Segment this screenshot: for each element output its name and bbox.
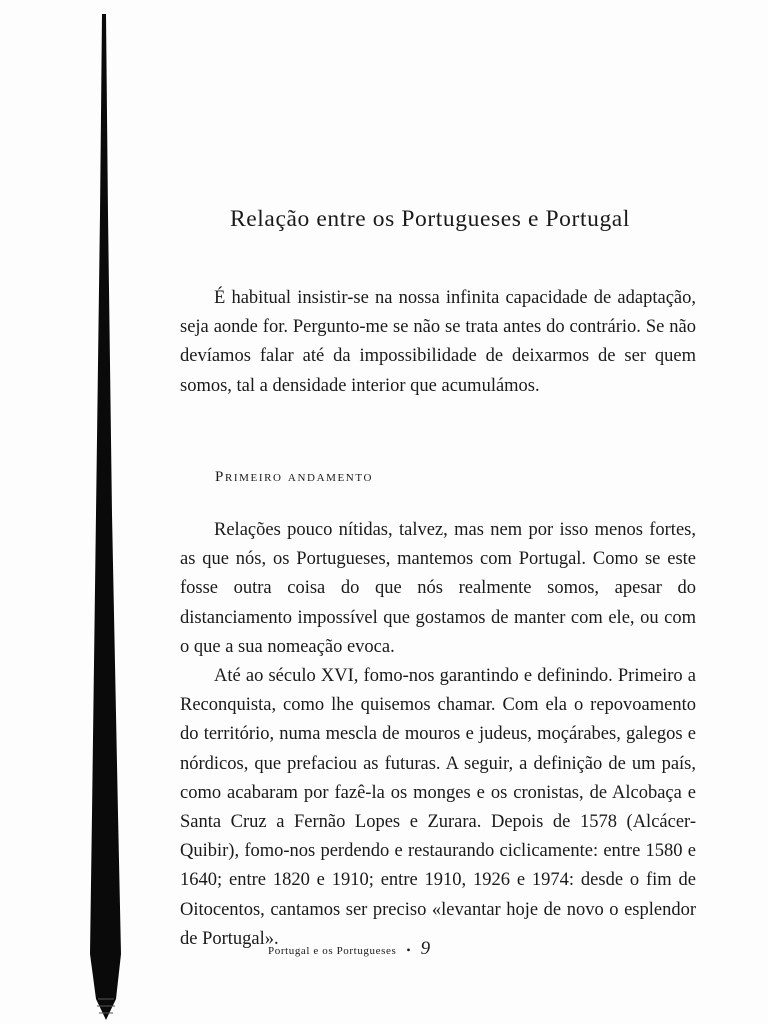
page-number: 9 [420,938,431,959]
section-paragraph-1: Relações pouco nítidas, talvez, mas nem por isso menos fortes, as que nós, os Portugueses, mantemos com Portugal. Como se este fosse outra coisa do que nós realmente somos, apesar do distanciamento impossível que gostamos de manter com ele, ou com o que a sua nomeação evoca. [180,520,696,657]
footer-separator: • [406,943,411,957]
section-heading: Primeiro andamento [215,469,374,485]
binding-shadow [88,14,124,1020]
intro-paragraph: É habitual insistir-se na nossa infinita capacidade de adaptação, seja aonde for. Pergunto-me se não se trata antes do contrário. Se não devíamos falar até da impossibilidade de deixarmos de ser quem somos, tal a densidade interior que acumulámos. [180,288,696,396]
section-paragraph-2: Até ao século XVI, fomo-nos garantindo e definindo. Primeiro a Reconquista, como lhe quisemos chamar. Com ela o repovoamento do território, numa mescla de mouros e judeus, moçárabes, galegos e nórdicos, que prefaciou as futuras. A seguir, a definição de um país, como acabaram por fazê-la os monges e os cronistas, de Alcobaça e Santa Cruz a Fernão Lopes e Zurara. Depois de 1578 (Alcácer-Quibir), fomo-nos perdendo e restaurando ciclicamente: entre 1580 e 1640; entre 1820 e 1910; entre 1910, 1926 e 1974: desde o fim de Oitocentos, cantamos ser preciso «levantar hoje de novo o esplendor de Portugal». [180,666,696,949]
page-footer [268,938,430,960]
intro-text [180,284,696,401]
chapter-title: Relação entre os Portugueses e Portugal [230,206,630,232]
running-title: Portugal e os Portugueses [268,945,397,957]
section-body [180,516,696,954]
